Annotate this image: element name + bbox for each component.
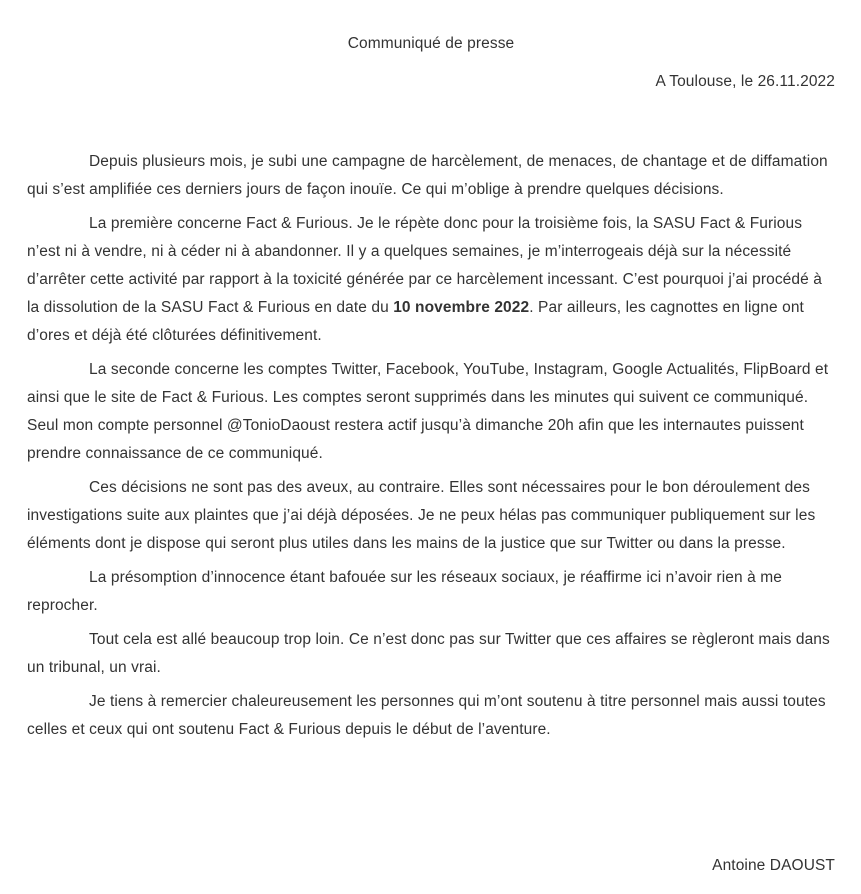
signature: Antoine DAOUST <box>712 857 835 874</box>
paragraph-accounts-deletion: La seconde concerne les comptes Twitter, Facebook, YouTube, Instagram, Google Actualités, FlipBoard et ainsi que le site de Fact & Furious. Les comptes seront supprimés dans les minutes qui suivent ce communiqué. Seul mon compte personnel @TonioDaoust restera actif jusqu’à dimanche 20h afin que les internautes puissent prendre connaissance de ce communiqué. <box>27 361 829 462</box>
document-body <box>27 148 835 750</box>
paragraph-presumption-innocence: La présomption d’innocence étant bafouée sur les réseaux sociaux, je réaffirme ici n’avoir rien à me reprocher. <box>27 569 782 614</box>
paragraph-2-run-before-bold: La première concerne Fact & Furious. Je le répète donc pour la troisième fois, la SASU Fact & Furious n’est ni à vendre, ni à céder ni à abandonner. Il y a quelques semaines, je m’interrogeais déjà sur la nécessité d’arrêter cette activité par rapport à la toxicité générée par ce harcèlement incessant. C’est pourquoi j’ai procédé à la dissolution de la SASU Fact & Furious en date du <box>27 215 822 316</box>
paragraph-2-run-after-bold: . Par ailleurs, les cagnottes en ligne ont d’ores et déjà été clôturées définitivement. <box>27 299 804 344</box>
paragraph-thanks: Je tiens à remercier chaleureusement les personnes qui m’ont soutenu à titre personnel mais aussi toutes celles et ceux qui ont soutenu Fact & Furious depuis le début de l’aventure. <box>27 693 826 738</box>
paragraph-intro: Depuis plusieurs mois, je subi une campagne de harcèlement, de menaces, de chantage et de diffamation qui s’est amplifiée ces derniers jours de façon inouïe. Ce qui m’oblige à prendre quelques décisions. <box>27 153 828 198</box>
document-title: Communiqué de presse <box>347 35 515 52</box>
paragraph-fact-furious-dissolution <box>27 210 835 350</box>
dateline: A Toulouse, le 26.11.2022 <box>655 73 835 90</box>
dissolution-date-bold: 10 novembre 2022 <box>393 299 530 316</box>
paragraph-not-confessions: Ces décisions ne sont pas des aveux, au contraire. Elles sont nécessaires pour le bon déroulement des investigations suite aux plaintes que j’ai déjà déposées. Je ne peux hélas pas communiquer publiquement sur les éléments dont je dispose qui seront plus utiles dans les mains de la justice que sur Twitter ou dans la presse. <box>27 479 816 552</box>
paragraph-tribunal: Tout cela est allé beaucoup trop loin. Ce n’est donc pas sur Twitter que ces affaires se règleront mais dans un tribunal, un vrai. <box>27 631 830 676</box>
